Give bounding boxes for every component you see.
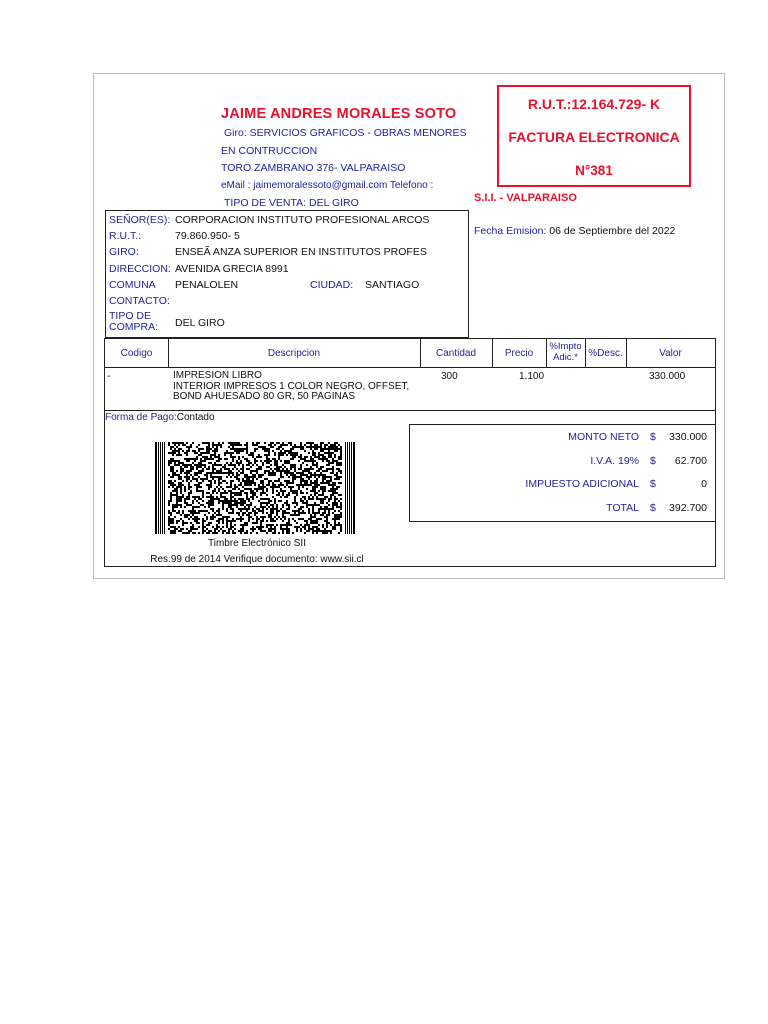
client-tipo-compra-label-2: COMPRA:	[109, 321, 159, 333]
client-comuna: PENALOLEN	[175, 279, 239, 291]
total-label: MONTO NETO	[568, 431, 639, 443]
issuer-email: eMail : jaimemoralessoto@gmail.com Telefono :	[221, 180, 434, 191]
row-desc-line2: INTERIOR IMPRESOS 1 COLOR NEGRO, OFFSET,	[173, 380, 410, 392]
row-precio: 1.100	[519, 371, 545, 382]
sii-office: S.I.I. - VALPARAISO	[474, 192, 577, 204]
total-label: I.V.A. 19%	[590, 455, 639, 467]
row-cantidad: 300	[441, 371, 458, 382]
col-header-impto-line1: %Impto	[549, 341, 582, 352]
issuer-giro-line1: Giro: SERVICIOS GRAFICOS - OBRAS MENORES	[224, 127, 467, 139]
col-header-impto-line2: Adic.*	[553, 352, 578, 363]
col-header-cantidad: Cantidad	[435, 348, 477, 359]
col-header-impto	[546, 341, 585, 363]
client-tipo-compra: DEL GIRO	[175, 317, 225, 329]
client-senores: CORPORACION INSTITUTO PROFESIONAL ARCOS	[175, 214, 430, 226]
issuer-name: JAIME ANDRES MORALES SOTO	[221, 106, 457, 122]
totals-box	[409, 424, 716, 522]
stamp-resolution: Res.99 de 2014 Verifique documento: www.sii.cl	[150, 554, 364, 565]
client-giro-label: GIRO:	[109, 246, 139, 258]
row-codigo: -	[107, 371, 111, 382]
stamp-caption: Timbre Electrónico SII	[208, 538, 306, 549]
items-table	[104, 338, 716, 411]
emission-date	[474, 225, 675, 237]
issuer-sale-type: TIPO DE VENTA: DEL GIRO	[224, 197, 359, 209]
issuer-rut: R.U.T.:12.164.729- K	[527, 96, 661, 112]
electronic-stamp-barcode	[155, 442, 355, 534]
col-header-precio: Precio	[504, 348, 534, 359]
total-label: TOTAL	[606, 502, 639, 514]
col-header-descripcion: Descripcion	[267, 348, 321, 359]
total-value: 0	[701, 478, 707, 490]
currency-symbol: $	[650, 431, 656, 443]
payment-label: Forma de Pago:	[105, 412, 177, 423]
emission-date-label: Fecha Emision:	[474, 225, 547, 237]
client-rut: 79.860.950- 5	[175, 230, 240, 242]
document-id-box	[497, 85, 691, 187]
emission-date-value: 06 de Septiembre del 2022	[549, 225, 676, 237]
client-tipo-compra-label	[109, 311, 158, 333]
total-value: 392.700	[669, 502, 707, 514]
row-desc-line1: IMPRESION LIBRO	[173, 370, 262, 381]
total-value: 62.700	[674, 455, 707, 467]
client-direccion-label: DIRECCION:	[109, 263, 171, 275]
client-tipo-compra-label-1: TIPO DE	[109, 310, 152, 322]
document-number: N°381	[575, 163, 613, 178]
col-header-desc: %Desc.	[588, 348, 623, 359]
payment-method	[105, 412, 215, 423]
row-descripcion	[173, 371, 409, 403]
client-senores-label: SEÑOR(ES):	[109, 214, 171, 226]
document-type: FACTURA ELECTRONICA	[508, 129, 680, 145]
invoice-document	[93, 73, 725, 579]
client-giro: ENSEÃ ANZA SUPERIOR EN INSTITUTOS PROFES	[175, 246, 427, 258]
total-value: 330.000	[669, 431, 707, 443]
client-ciudad-label: CIUDAD:	[310, 279, 354, 291]
header-divider	[105, 367, 715, 368]
client-comuna-label: COMUNA	[109, 279, 156, 291]
client-info-box	[105, 210, 469, 338]
currency-symbol: $	[650, 502, 656, 514]
col-header-valor: Valor	[659, 348, 682, 359]
currency-symbol: $	[650, 455, 656, 467]
payment-value: Contado	[176, 412, 215, 423]
currency-symbol: $	[650, 478, 656, 490]
client-direccion: AVENIDA GRECIA 8991	[175, 263, 289, 275]
row-desc-line3: BOND AHUESADO 80 GR, 50 PAGINAS	[173, 391, 356, 402]
client-contacto-label: CONTACTO:	[109, 295, 170, 307]
client-ciudad: SANTIAGO	[365, 279, 420, 291]
issuer-address: TORO ZAMBRANO 376- VALPARAISO	[221, 162, 406, 174]
row-valor: 330.000	[649, 371, 686, 382]
client-rut-label: R.U.T.:	[109, 230, 142, 242]
total-label: IMPUESTO ADICIONAL	[525, 478, 639, 490]
col-header-codigo: Codigo	[120, 348, 153, 359]
issuer-giro-line2: EN CONTRUCCION	[221, 145, 318, 157]
